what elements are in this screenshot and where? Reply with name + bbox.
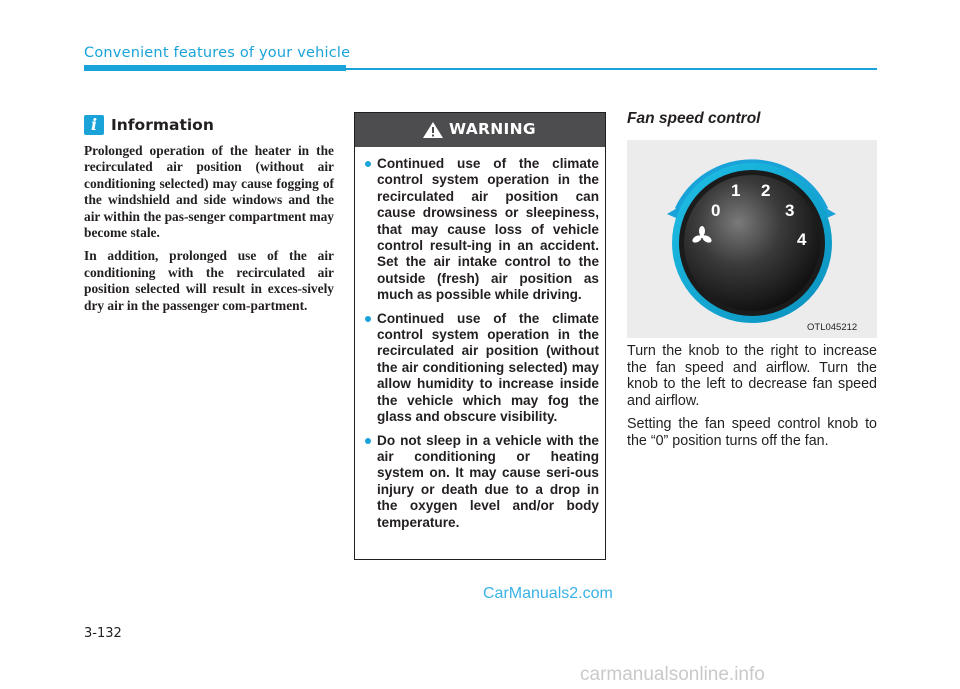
site-watermark: carmanualsonline.info [580, 664, 765, 685]
fan-knob-figure [627, 140, 877, 338]
warning-header [355, 113, 605, 147]
warning-box [354, 112, 606, 560]
fan-speed-paragraph: Turn the knob to the right to increase the fan speed and airflow. Turn the knob to the left to decrease fan speed and airflow. [627, 343, 877, 409]
bullet-icon [365, 438, 371, 444]
warning-triangle-icon [423, 122, 443, 138]
fan-knob-illustration [627, 140, 877, 338]
information-paragraph: In addition, prolonged use of the air conditioning with the recirculated air position selected will result in exces-sively dry air in the passenger com-partment. [84, 248, 334, 313]
information-body [84, 143, 334, 321]
knob-label-1: 1 [731, 181, 741, 200]
information-heading [84, 115, 334, 137]
figure-code: OTL045212 [807, 322, 858, 333]
warning-title: WARNING [449, 120, 536, 138]
information-title: Information [111, 116, 214, 134]
fan-speed-body [627, 343, 877, 457]
warning-item [363, 433, 599, 531]
watermark-link[interactable]: CarManuals2.com [483, 585, 613, 602]
knob-label-3: 3 [785, 201, 795, 220]
bullet-icon [365, 161, 371, 167]
knob-label-2: 2 [761, 181, 771, 200]
header-rule-thick [84, 65, 346, 71]
knob-label-4: 4 [797, 230, 807, 249]
warning-item-text: Continued use of the climate control system operation in the recirculated air position (without the air conditioning selected) may allow humidity to increase inside the vehicle which may fog the glass and obscure visibility. [377, 310, 599, 425]
page-number: 3-132 [84, 626, 122, 641]
information-paragraph: Prolonged operation of the heater in the recirculated air position (without air conditioning selected) may cause fogging of the windshield and side windows and the air within the pas-senger compartment may become stale. [84, 143, 334, 241]
header-rule-thin [346, 68, 877, 70]
warning-item [363, 156, 599, 304]
knob-label-0: 0 [711, 201, 721, 220]
warning-item [363, 311, 599, 426]
warning-item-text: Do not sleep in a vehicle with the air conditioning or heating system on. It may cause seri-ous injury or death due to a drop in the oxygen level and/or body temperature. [377, 432, 599, 530]
bullet-icon [365, 316, 371, 322]
section-title: Convenient features of your vehicle [84, 45, 351, 61]
warning-list [363, 156, 599, 538]
info-icon: i [84, 115, 104, 135]
warning-item-text: Continued use of the climate control system operation in the recirculated air position can cause drowsiness or sleepiness, that may cause loss of vehicle control result-ing in an accident. Set the air intake control to the outside (fresh) air position as much as possible while driving. [377, 156, 599, 303]
fan-speed-title: Fan speed control [627, 110, 761, 127]
fan-speed-paragraph: Setting the fan speed control knob to the “0” position turns off the fan. [627, 416, 877, 449]
